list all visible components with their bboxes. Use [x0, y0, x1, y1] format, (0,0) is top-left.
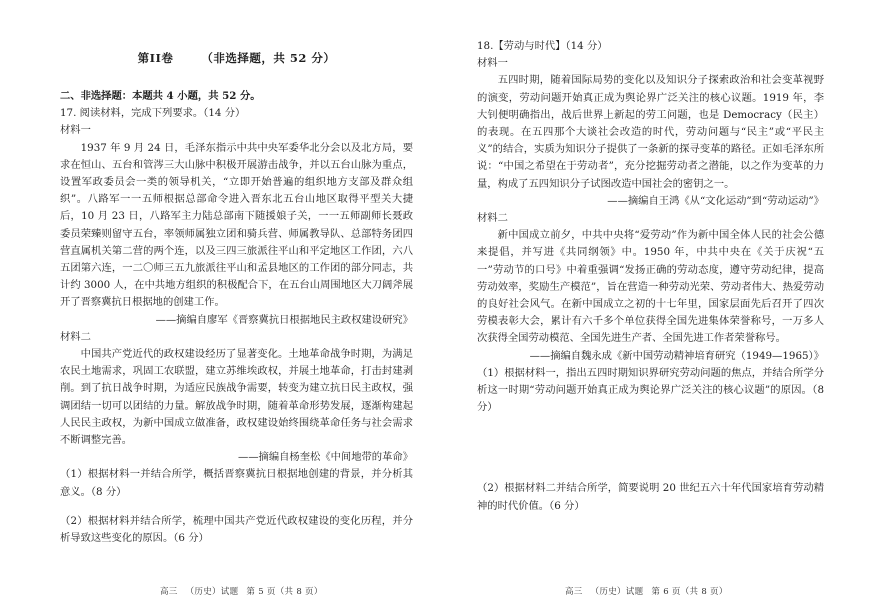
part-heading: 二、非选择题：本题共 4 小题，共 52 分。	[60, 90, 261, 102]
footer-grade: 高三	[160, 587, 178, 597]
footer-page-number: 第 5 页（共 8 页）	[246, 587, 323, 597]
q17-question2: （2）根据材料并结合所学，梳理中国共产党近代政权建设的变化历程，并分析导致这些变化的原因。（6 分）	[60, 514, 413, 545]
section-subtitle: （非选择题，共 52 分）	[201, 51, 336, 65]
q17-question1: （1）根据材料一并结合所学，概括晋察冀抗日根据地创建的背景，并分析其意义。（8 分）	[60, 468, 413, 498]
q18-material2-label: 材料二	[477, 212, 508, 225]
section-title	[60, 50, 413, 66]
footer-grade: 高三	[565, 587, 583, 597]
q17-material2-label: 材料二	[60, 330, 91, 343]
q18-material1-label: 材料一	[477, 57, 508, 70]
q18-question2: （2）根据材料二并结合所学，简要说明 20 世纪五六十年代国家培育劳动精神的时代价值。（6 分）	[477, 482, 824, 512]
q18-material1-source: ——摘编自王鸿《从“文化运动”到“劳动运动”》	[607, 194, 824, 207]
q17-material1-text: 1937 年 9 月 24 日，毛泽东指示中共中央军委华北分会以及北方局，要求在恒山、五台和管涔三大山脉中积极开展游击战争，并以五台山脉为重点，设置军政委员会一类的领导机关，“立即开始普遍的组织地方支部及群众组织”。八路军一一五师根据总部命令进入晋东北五台山地区取得平型关大捷后，10 月 23 日，八路军主力陆总部南下随援娘子关，一一五师副师长聂政委员荣臻则留守五台，率领师属独立团和骑兵营、师属教导队、总部特务团四营直属机关第二营的两个连，以及三四三旅派往平山和平定地区工作团，六八五团第六连，一二〇师三五九旅派往平山和孟县地区的工作团的部分同志，共计约 3000 人，在中共地方组织的积极配合下，在五台山周围地区大刀阔斧展开了晋察冀抗日根据地的创建工作。	[60, 141, 413, 309]
q18-material2-text: 新中国成立前夕，中共中央将“爱劳动”作为新中国全体人民的社会公德来提倡，并写进《共同纲领》中。1950 年，中共中央在《关于庆祝“五一”劳动节的口号》中着重强调“发扬正确的劳动态度，遵守劳动纪律，提高劳动效率，奖励生产模范”，旨在营造一种劳动光荣、劳动者伟大、热爱劳动的良好社会风气。在新中国成立之初的十七年里，国家层面先后召开了四次劳模表彰大会，累计有六千多个单位获得全国先进集体荣誉称号，一万多人次获得全国劳动模范、全国先进生产者、全国先进工作者荣誉称号。	[477, 229, 824, 345]
footer-page-number: 第 6 页（共 8 页）	[651, 587, 728, 597]
q18-question1: （1）根据材料一，指出五四时期知识界研究劳动问题的焦点，并结合所学分析这一时期“劳动问题开始真正成为舆论界广泛关注的核心议题”的原因。（8 分）	[477, 366, 824, 414]
footer-subject: （历史）试题	[185, 587, 239, 597]
page-footer-left	[160, 585, 323, 597]
page-footer-right	[565, 585, 728, 597]
section-name: 第II卷	[137, 51, 174, 65]
q18-header: 18.【劳动与时代】（14 分）	[477, 40, 608, 52]
footer-subject: （历史）试题	[590, 587, 644, 597]
q17-material1-label: 材料一	[60, 124, 91, 137]
q18-material2-source: ——摘编自魏永成《新中国劳动精神培育研究（1949—1965）》	[529, 349, 824, 362]
exam-page-right	[435, 0, 870, 615]
q17-material2-source: ——摘编自杨奎松《中间地带的革命》	[237, 451, 413, 464]
q17-material1-source: ——摘编自廖军《晋察冀抗日根据地民主政权建设研究》	[155, 313, 413, 326]
q17-material2-text: 中国共产党近代的政权建设经历了显著变化。土地革命战争时期，为满足农民土地需求，巩固工农联盟，建立苏维埃政权，并展土地革命，打击封建剥削。到了抗日战争时期，为适应民族战争需要，转变为建立抗日民主政权，强调团结一切可以团结的力量。解放战争时期，随着革命形势发展，逐渐构建起人民民主政权，为新中国成立做准备，政权建设始终围绕革命任务与社会需求不断调整完善。	[60, 348, 413, 447]
q18-material1-text: 五四时期，随着国际局势的变化以及知识分子探索政治和社会变革视野的演变，劳动问题开始真正成为舆论界广泛关注的核心议题。1919 年，李大钊便明确指出，战后世界上新起的劳工问题，也是 Democracy（民主）的表现。在五四那个大谈社会改造的时代，劳动问题与“民主”或“平民主义”的结合，实质为知识分子提供了一条新的探寻变革的路径。正如毛泽东所说：“中国之希望在于劳动者”，充分挖掘劳动者之潜能，以之作为变革的力量，构成了五四知识分子试图改造中国社会的密钥之一。	[477, 74, 824, 190]
q17-header: 17. 阅读材料，完成下列要求。（14 分）	[60, 107, 246, 120]
